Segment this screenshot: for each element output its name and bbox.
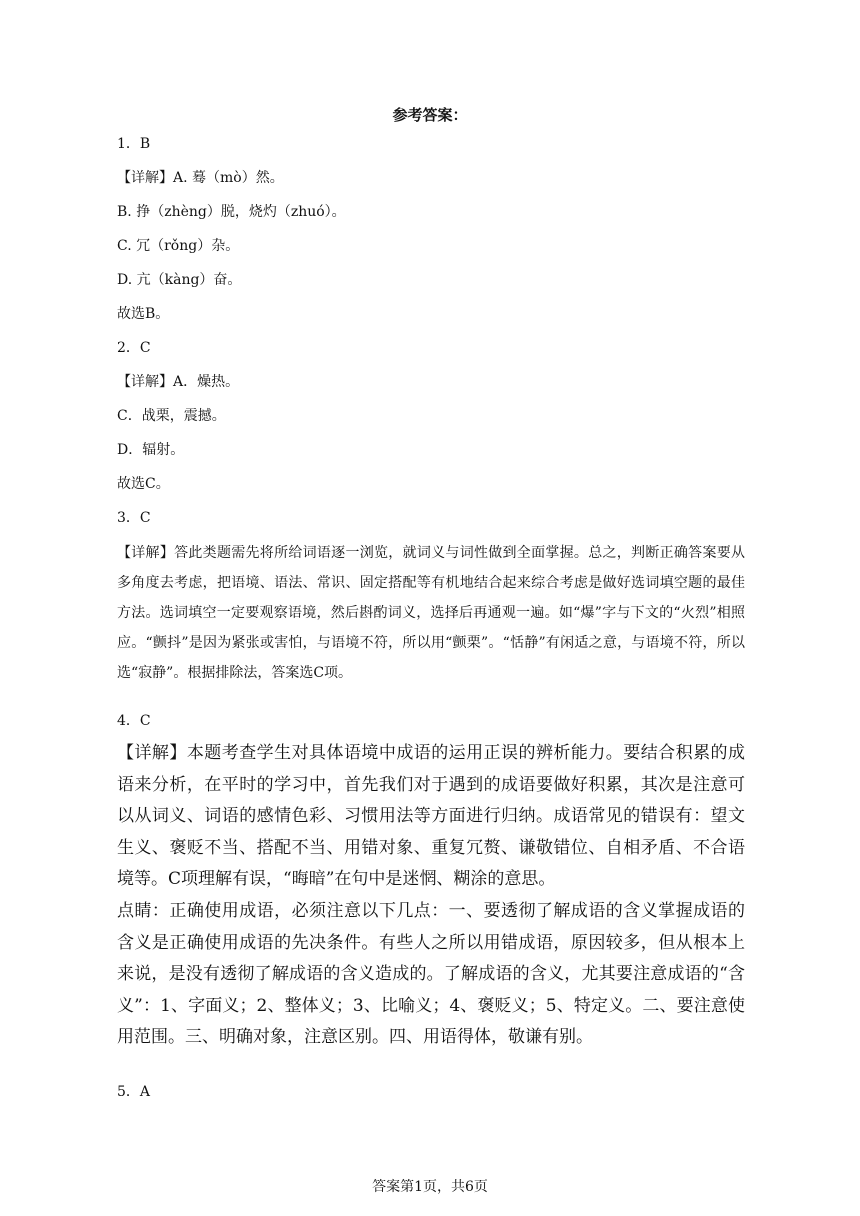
page-footer: 答案第1页，共6页	[372, 1179, 488, 1195]
q1-detail-d: D. 亢（kàng）奋。	[117, 272, 242, 288]
q3-explanation: 【详解】答此类题需先将所给词语逐一浏览，就词义与词性做到全面掌握。总之，判断正确答案要从多角度去考虑，把语境、语法、常识、固定搭配等有机地结合起来综合考虑是做好选词填空题的最佳方法。选词填空一定要观察语境，然后斟酌词义，选择后再通观一遍。如“爆”字与下文的“火烈”相照应。“颤抖”是因为紧张或害怕，与语境不符，所以用“颤栗”。“恬静”有闲适之意，与语境不符，所以选“寂静”。根据排除法，答案选C项。	[117, 545, 745, 681]
q1-detail-a: 【详解】A. 蓦（mò）然。	[117, 170, 284, 186]
q4-answer: 4．C	[117, 713, 151, 729]
q4-explanation: 【详解】本题考查学生对具体语境中成语的运用正误的辨析能力。要结合积累的成语来分析，在平时的学习中，首先我们对于遇到的成语要做好积累，其次是注意可以从词义、词语的感情色彩、习惯用法等方面进行归纳。成语常见的错误有：望文生义、褒贬不当、搭配不当、用错对象、重复冗赘、谦敬错位、自相矛盾、不合语境等。C项理解有误，“晦暗”在句中是迷惘、糊涂的意思。	[117, 743, 745, 889]
q1-detail-c: C. 冗（rǒng）杂。	[117, 238, 240, 254]
q2-detail-d: D．辐射。	[117, 442, 185, 458]
page-title: 参考答案：	[392, 106, 468, 124]
q4-tip: 点睛：正确使用成语，必须注意以下几点：一、要透彻了解成语的含义掌握成语的含义是正确使用成语的先决条件。有些人之所以用错成语，原因较多，但从根本上来说，是没有透彻了解成语的含义造成的。了解成语的含义，尤其要注意成语的“含义”：1、字面义；2、整体义；3、比喻义；4、褒贬义；5、特定义。二、要注意使用范围。三、明确对象，注意区别。四、用语得体，敬谦有别。	[117, 901, 745, 1047]
q1-detail-b: B. 挣（zhèng）脱，烧灼（zhuó）。	[117, 204, 346, 220]
q2-conclusion: 故选C。	[117, 476, 170, 492]
q1-answer: 1．B	[117, 136, 151, 152]
q2-answer: 2．C	[117, 340, 151, 356]
q2-detail-c: C．战栗，震撼。	[117, 408, 226, 424]
q5-answer: 5．A	[117, 1084, 151, 1100]
q1-conclusion: 故选B。	[117, 306, 170, 322]
q2-detail-a: 【详解】A．燥热。	[117, 374, 240, 390]
q3-answer: 3．C	[117, 510, 151, 526]
